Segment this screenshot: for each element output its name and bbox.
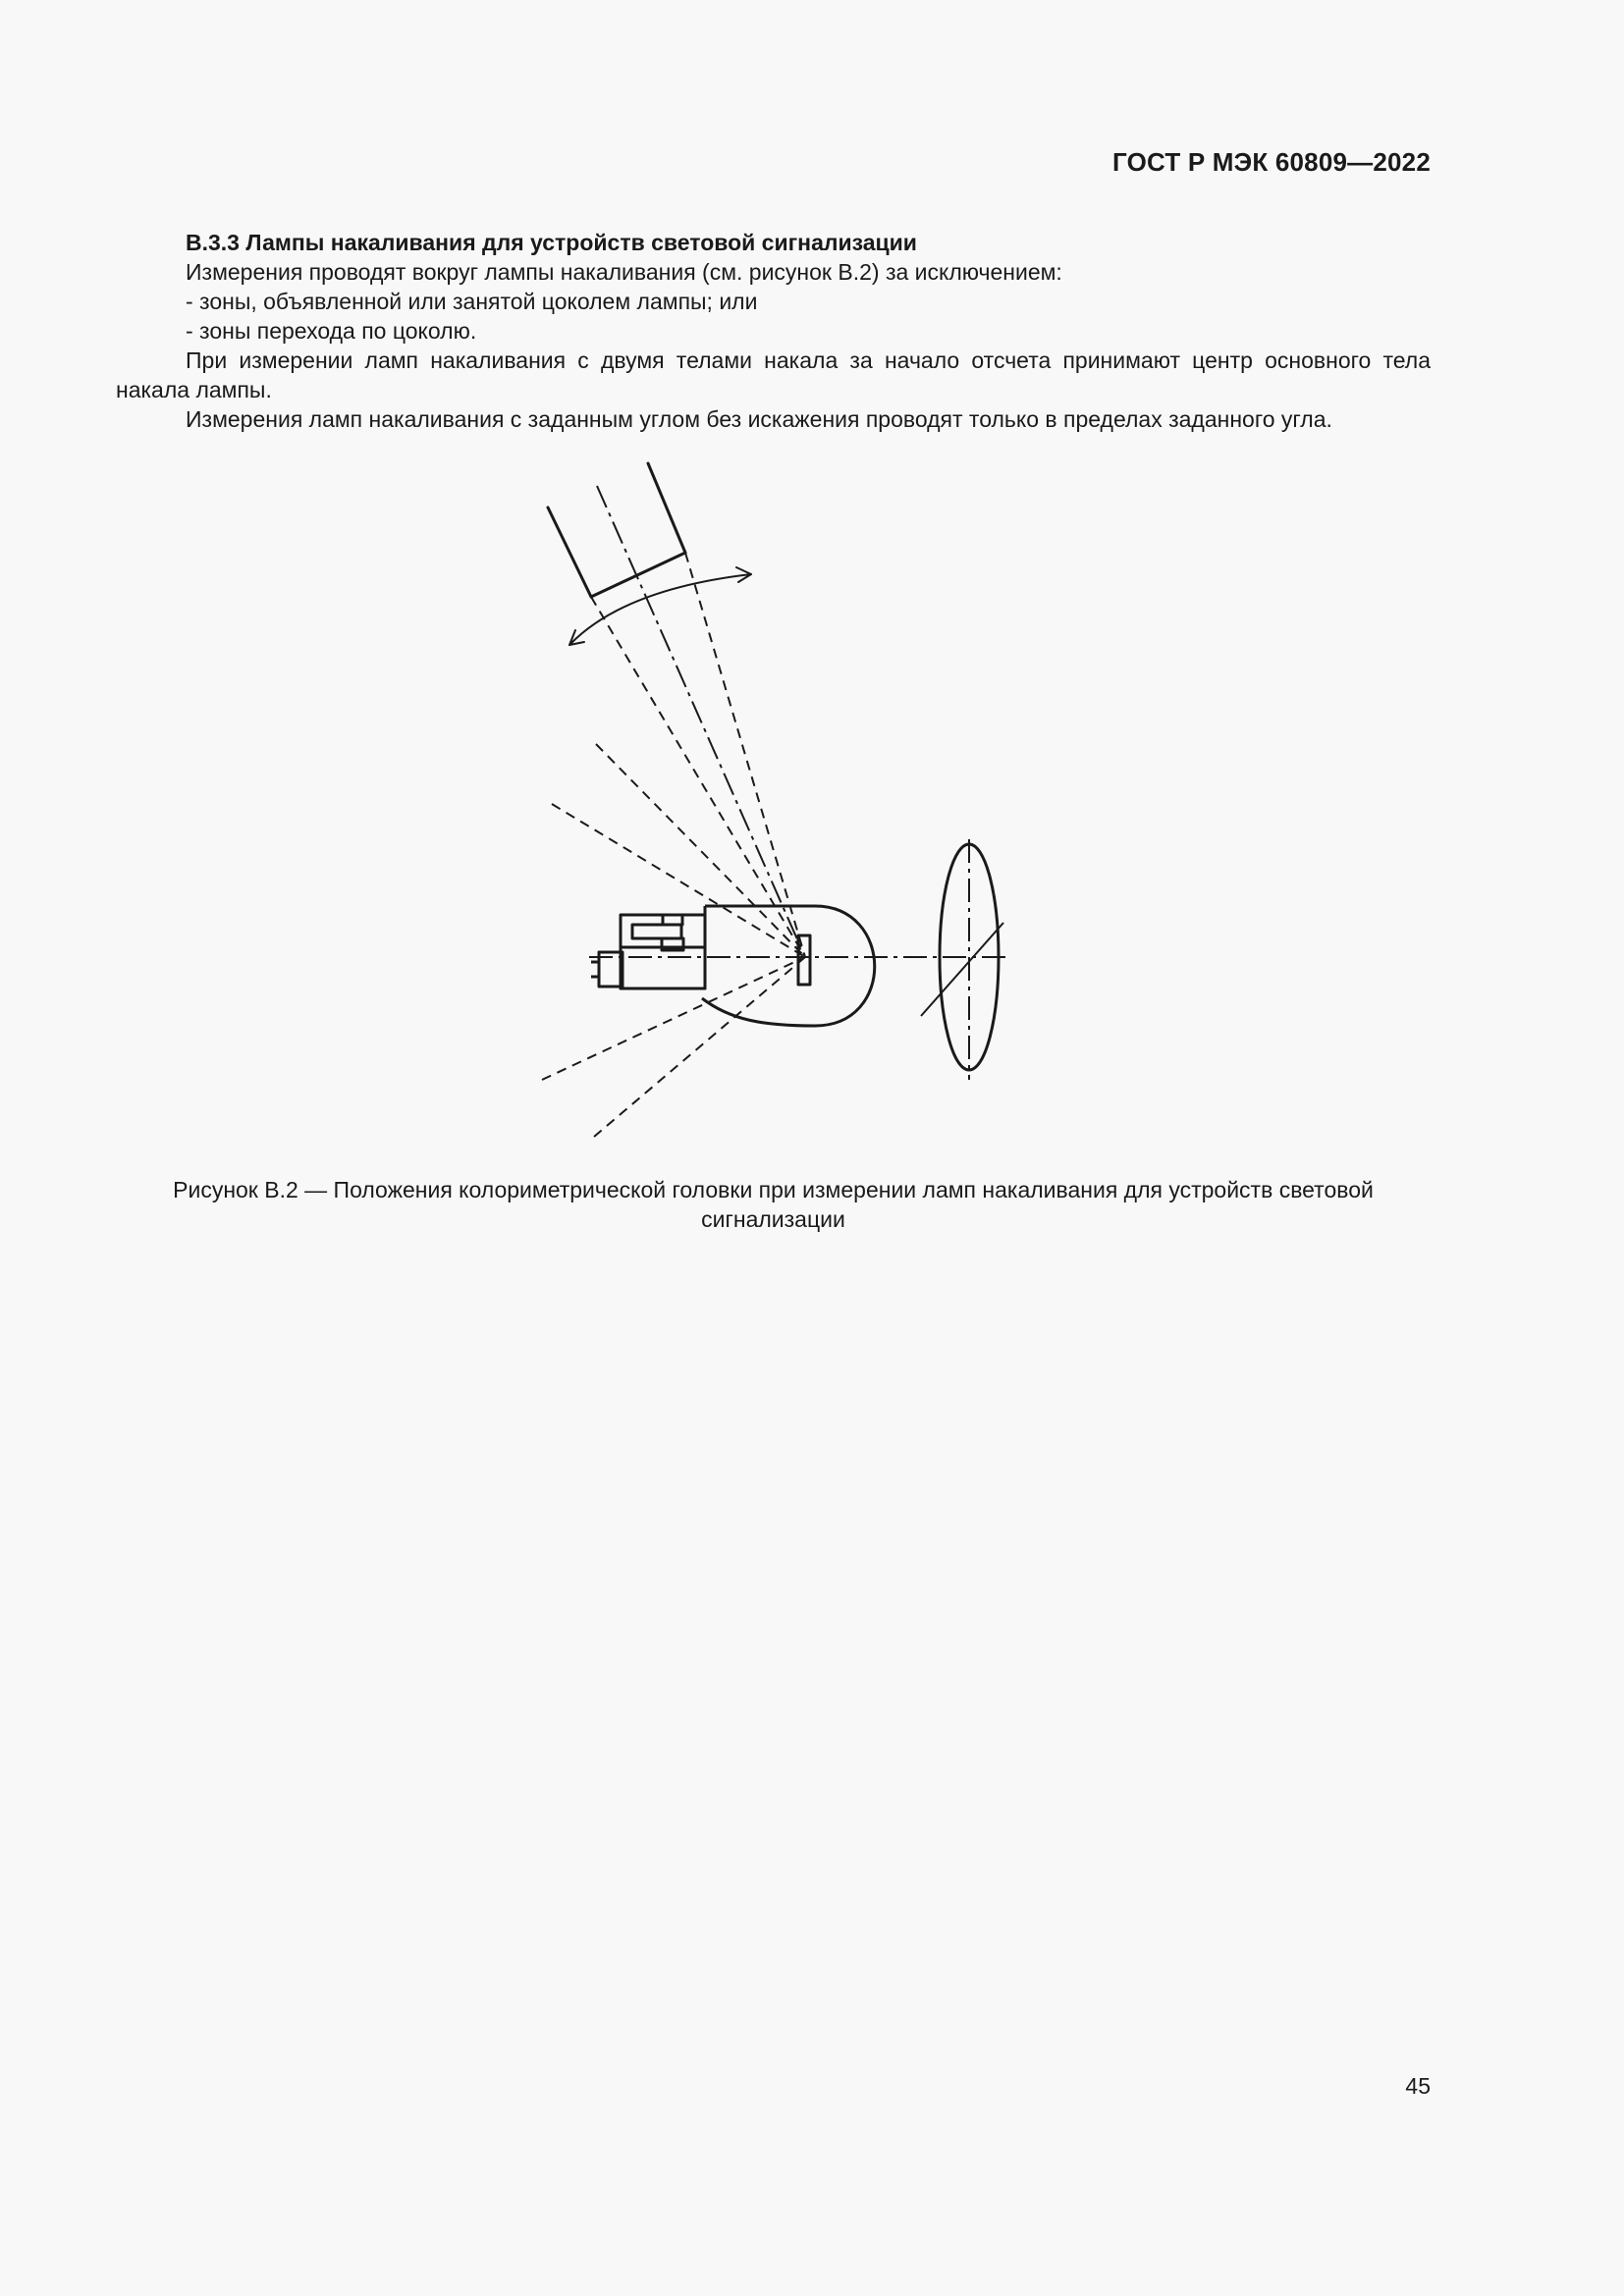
measurement-rays <box>542 553 805 1137</box>
section-content <box>116 228 1431 434</box>
paragraph-3: Измерения ламп накаливания с заданным углом без искажения проводят только в пределах заданного угла. <box>186 406 1332 432</box>
center-lines <box>589 486 1011 1080</box>
list-item-1: - зоны, объявленной или занятой цоколем лампы; или <box>186 289 758 314</box>
incandescent-lamp <box>591 906 875 1026</box>
rotation-arrow <box>569 567 751 645</box>
figure-b2 <box>530 452 1041 1148</box>
figure-caption: Рисунок В.2 — Положения колориметрической головки при измерении ламп накаливания для устройств световой сигнализации <box>173 1177 1374 1232</box>
list-item-2: - зоны перехода по цоколю. <box>186 318 477 344</box>
section-title: В.3.3 Лампы накаливания для устройств световой сигнализации <box>186 230 917 255</box>
document-header: ГОСТ Р МЭК 60809—2022 <box>1111 147 1431 177</box>
ellipse-hatch <box>921 923 1003 1016</box>
page-number: 45 <box>1405 2073 1431 2099</box>
paragraph-1: Измерения проводят вокруг лампы накаливания (см. рисунок В.2) за исключением: <box>186 259 1062 285</box>
paragraph-2: При измерении ламп накаливания с двумя телами накала за начало отсчета принимают центр основного тела накала лампы. <box>116 347 1431 402</box>
lamp-measurement-diagram <box>530 452 1041 1148</box>
